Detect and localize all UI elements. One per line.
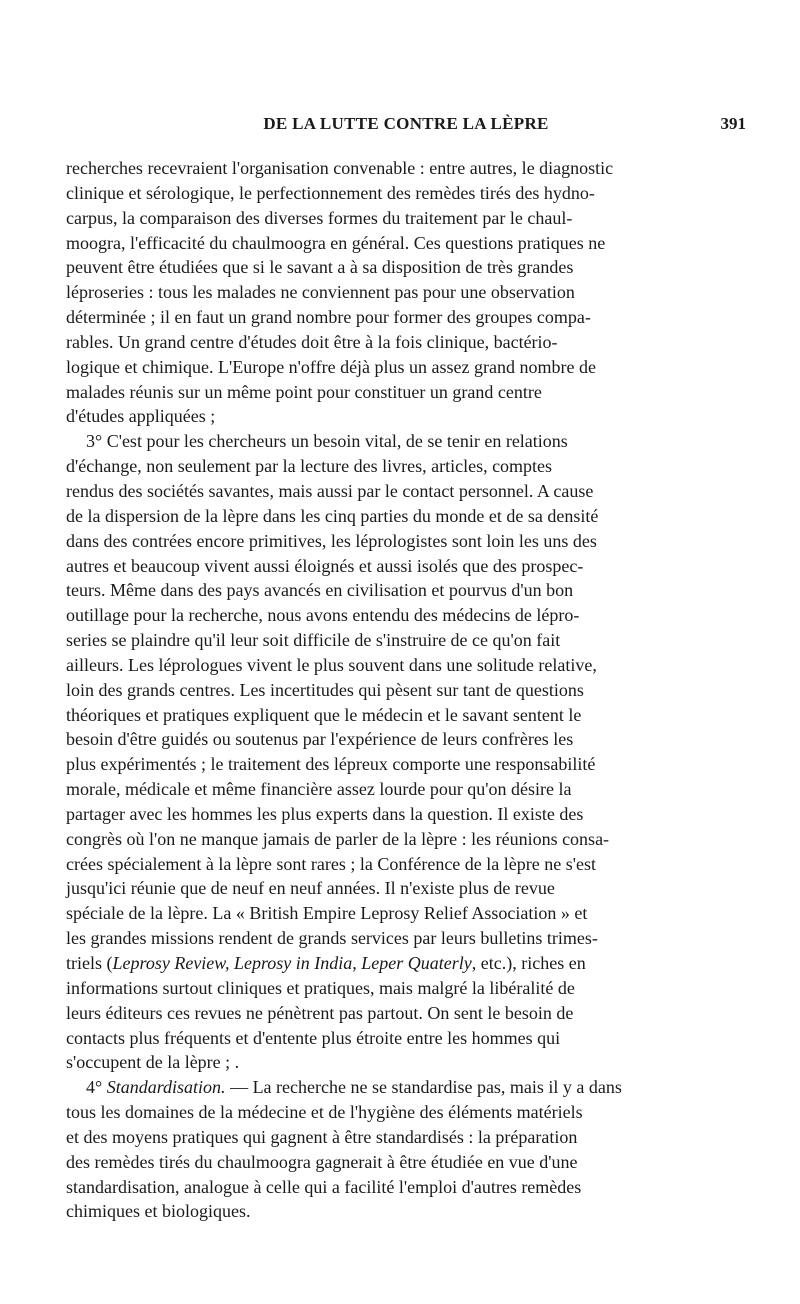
text-line: loin des grands centres. Les incertitudes qui pèsent sur tant de questions (66, 679, 584, 700)
section-title: Standardisation. (106, 1077, 226, 1098)
text-line: carpus, la comparaison des diverses formes du traitement par le chaul- (66, 207, 573, 228)
line-text-segment: , etc.), riches en (471, 953, 586, 973)
body-text (66, 156, 746, 1224)
text-line: dans des contrées encore primitives, les léprologistes sont loin les uns des (66, 530, 597, 551)
text-line: congrès où l'on ne manque jamais de parler de la lèpre : les réunions consa- (66, 828, 610, 849)
text-line: léproseries : tous les malades ne conviennent pas pour une observation (66, 282, 575, 303)
text-line: tous les domaines de la médecine et de l'hygiène des éléments matériels (66, 1102, 583, 1123)
text-line: leurs éditeurs ces revues ne pénètrent pas partout. On sent le besoin de (66, 1002, 574, 1023)
text-line: plus expérimentés ; le traitement des lépreux comporte une responsabilité (66, 754, 596, 775)
text-line-with-journal-titles (66, 951, 746, 976)
running-head (66, 114, 746, 140)
text-line: déterminée ; il en faut un grand nombre pour former des groupes compa- (66, 307, 591, 328)
text-line: morale, médicale et même financière assez lourde pour qu'on désire la (66, 779, 572, 800)
text-line: clinique et sérologique, le perfectionnement des remèdes tirés des hydno- (66, 182, 595, 203)
text-line: outillage pour la recherche, nous avons entendu des médecins de lépro- (66, 605, 580, 626)
text-line: teurs. Même dans des pays avancés en civilisation et pourvus d'un bon (66, 580, 574, 601)
line-text-segment: triels ( (66, 953, 113, 973)
text-line: les grandes missions rendent de grands services par leurs bulletins trimes- (66, 928, 598, 949)
section-number: 4° (86, 1077, 107, 1098)
text-line: malades réunis sur un même point pour constituer un grand centre (66, 381, 542, 402)
line-text-segment: — La recherche ne se standardise pas, mais il y a dans (225, 1077, 622, 1098)
text-line: besoin d'être guidés ou soutenus par l'expérience de leurs confrères les (66, 729, 574, 750)
text-line: spéciale de la lèpre. La « British Empire Leprosy Relief Association » et (66, 903, 588, 924)
text-line: d'échange, non seulement par la lecture des livres, articles, comptes (66, 456, 553, 477)
text-line: crées spécialement à la lèpre sont rares ; la Conférence de la lèpre ne s'est (66, 853, 596, 874)
text-line: de la dispersion de la lèpre dans les cinq parties du monde et de sa densité (66, 505, 599, 526)
text-line: théoriques et pratiques expliquent que le médecin et le savant sentent le (66, 704, 582, 725)
text-line: d'études appliquées ; (66, 406, 216, 427)
text-line: ailleurs. Les léprologues vivent le plus souvent dans une solitude relative, (66, 654, 597, 675)
text-line: des remèdes tirés du chaulmoogra gagnerait à être étudiée en vue d'une (66, 1151, 578, 1172)
journal-titles: Leprosy Review, Leprosy in India, Leper Quaterly (112, 953, 472, 973)
text-line: peuvent être étudiées que si le savant a à sa disposition de très grandes (66, 257, 574, 278)
text-line: et des moyens pratiques qui gagnent à être standardisés : la préparation (66, 1126, 578, 1147)
text-line: series se plaindre qu'il leur soit difficile de s'instruire de ce qu'on fait (66, 630, 561, 651)
text-line: 3° C'est pour les chercheurs un besoin vital, de se tenir en relations (86, 431, 568, 452)
text-line: partager avec les hommes les plus experts dans la question. Il existe des (66, 803, 584, 824)
running-title: DE LA LUTTE CONTRE LA LÈPRE (263, 114, 549, 133)
text-line: rables. Un grand centre d'études doit être à la fois clinique, bactério- (66, 331, 558, 352)
text-line: moogra, l'efficacité du chaulmoogra en général. Ces questions pratiques ne (66, 232, 606, 253)
text-line: chimiques et biologiques. (66, 1201, 251, 1222)
text-line: logique et chimique. L'Europe n'offre déjà plus un assez grand nombre de (66, 356, 596, 377)
text-line: s'occupent de la lèpre ; . (66, 1052, 240, 1073)
text-line: autres et beaucoup vivent aussi éloignés et aussi isolés que des prospec- (66, 555, 584, 576)
text-line: contacts plus fréquents et d'entente plus étroite entre les hommes qui (66, 1027, 561, 1048)
text-line: rendus des sociétés savantes, mais aussi par le contact personnel. A cause (66, 480, 594, 501)
text-line: jusqu'ici réunie que de neuf en neuf années. Il n'existe plus de revue (66, 878, 555, 899)
page-number: 391 (720, 114, 746, 133)
text-line: informations surtout cliniques et pratiques, mais malgré la libéralité de (66, 977, 575, 998)
text-line: standardisation, analogue à celle qui a facilité l'emploi d'autres remèdes (66, 1176, 582, 1197)
section-heading-line (66, 1075, 746, 1100)
text-line: recherches recevraient l'organisation convenable : entre autres, le diagnostic (66, 158, 614, 178)
